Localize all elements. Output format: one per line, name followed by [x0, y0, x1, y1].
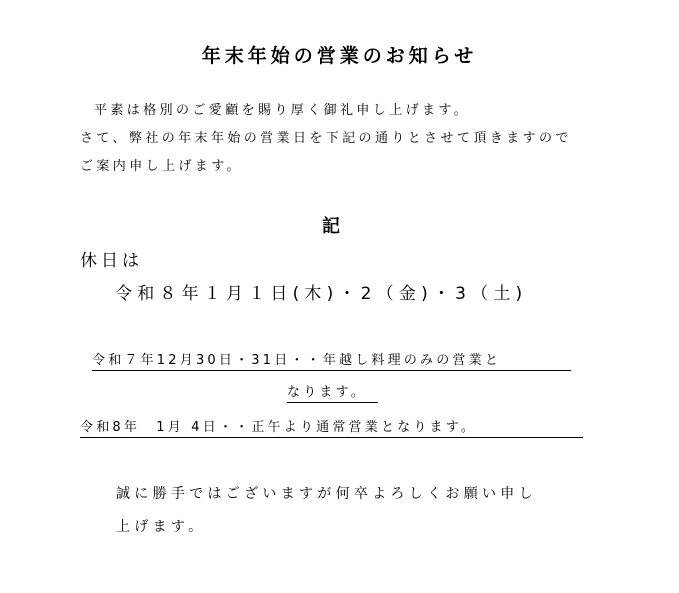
intro-line-3: ご案内申し上げます。 — [80, 159, 243, 174]
notice-year-end-line-2: なります。 — [287, 386, 378, 403]
holiday-dates: 令和８年１月１日(木)・2（金)・3（土) — [115, 284, 528, 304]
holiday-label: 休日は — [80, 251, 143, 271]
closing-line-1: 誠に勝手ではございますが何卒よろしくお願い申し — [116, 486, 537, 502]
intro-line-2: さて、弊社の年末年始の営業日を下記の通りとさせて頂きますので — [80, 131, 572, 146]
ki-heading: 記 — [322, 216, 340, 237]
intro-line-1: 平素は格別のご愛顧を賜り厚く御礼申し上げます。 — [94, 103, 471, 118]
document-title: 年末年始の営業のお知らせ — [201, 45, 478, 67]
notice-year-end-line-1: 令和７年12月30日・31日・・年越し料理のみの営業と — [92, 354, 571, 371]
closing-line-2: 上げます。 — [116, 519, 207, 535]
notice-new-year: 令和8年 1月 4日・・正午より通常営業となります。 — [80, 421, 583, 438]
